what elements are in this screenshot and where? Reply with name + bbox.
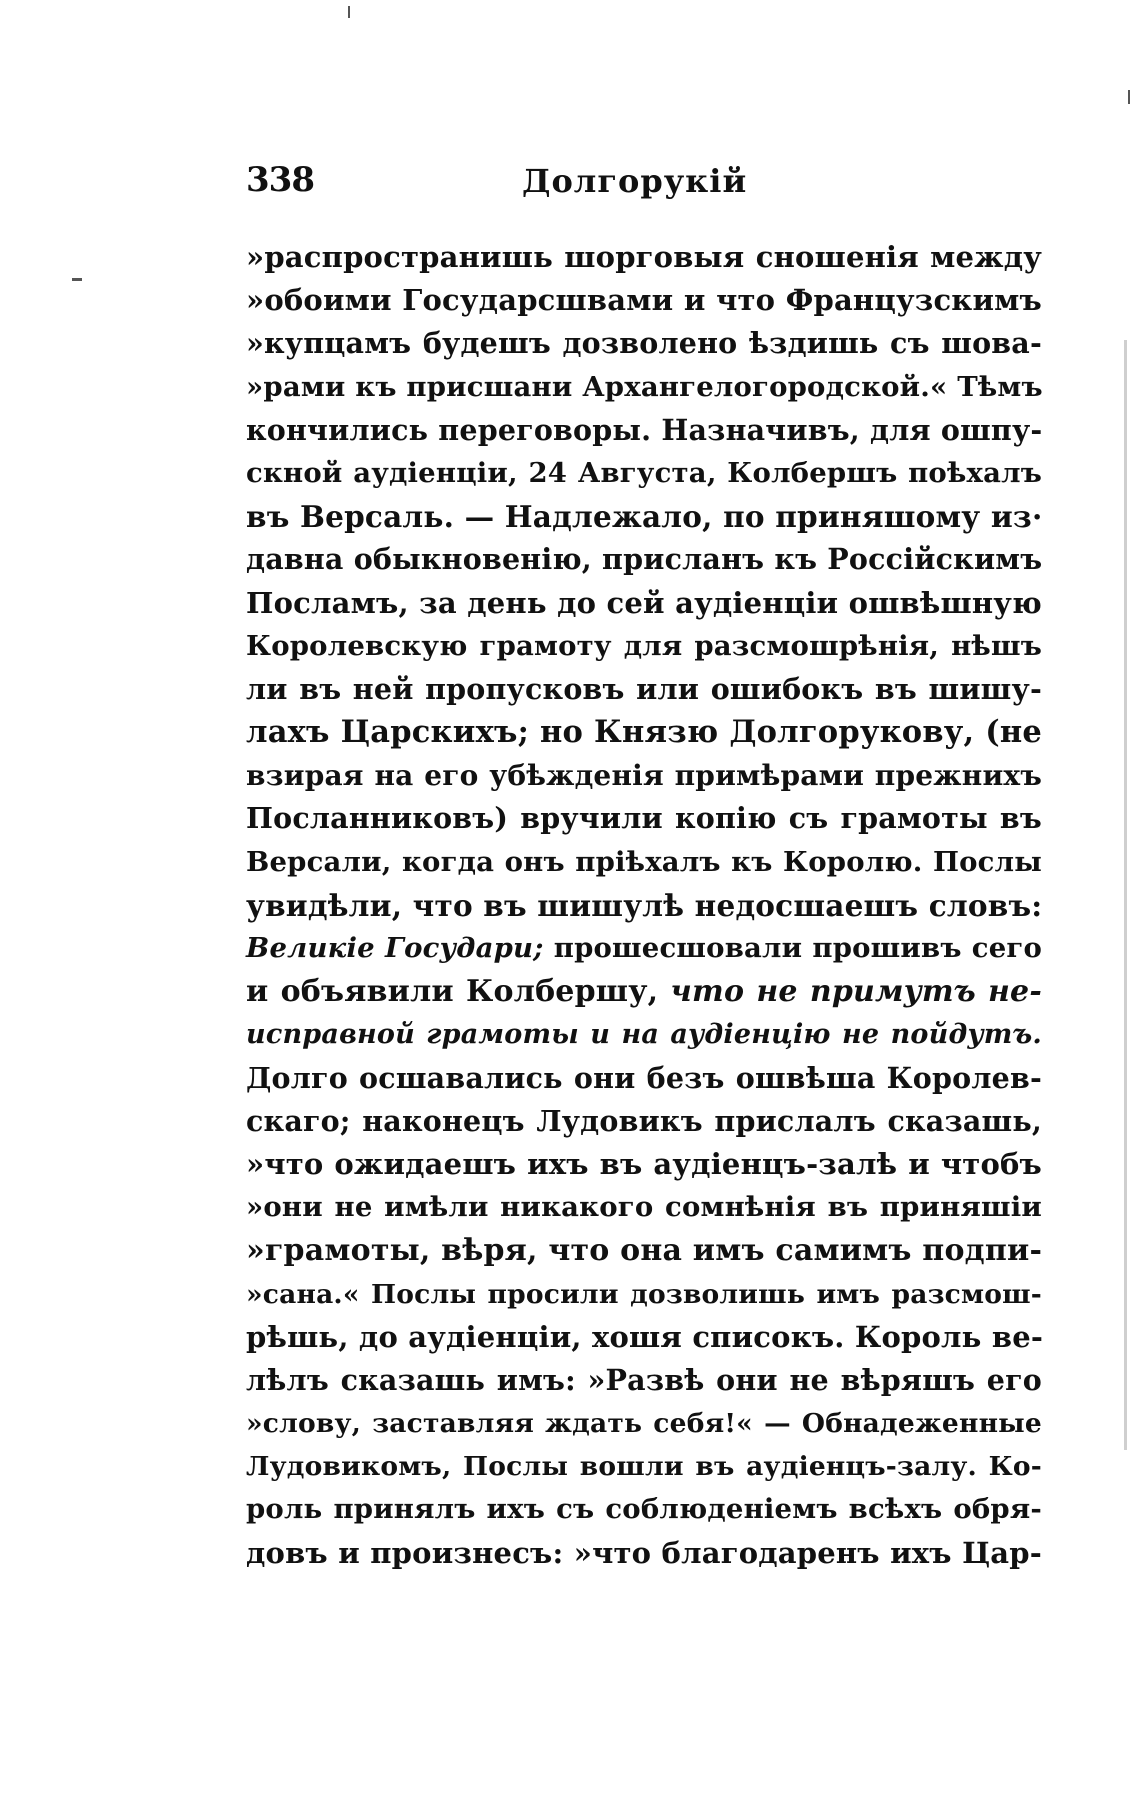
text-line: кончились переговоры. Назначивъ, для ошпу-	[246, 412, 1043, 447]
text-line: Посламъ, за день до сей аудіенціи ошвѣшную	[246, 585, 1042, 620]
text-line: »грамоты, вѣря, что она имъ самимъ подпи-	[246, 1233, 1043, 1269]
text-line: »распространишь шорговыя сношенія между	[246, 240, 1042, 274]
italic-phrase: что не примутъ не-	[670, 974, 1042, 1010]
text-line: »сана.« Послы просили дозволишь имъ разсмош-	[246, 1278, 1042, 1310]
text-line: увидѣли, что въ шишулѣ недосшаешъ словъ:	[246, 887, 1043, 923]
text-line: Версали, когда онъ пріѣхалъ къ Королю. Послы	[246, 845, 1042, 878]
text-line: довъ и произнесъ: »что благодаренъ ихъ Цар-	[246, 1535, 1042, 1570]
text-line: скной аудіенціи, 24 Августа, Колбершъ поѣхалъ	[246, 456, 1042, 489]
text-line: рѣшь, до аудіенціи, хошя списокъ. Король ве-	[246, 1319, 1044, 1354]
scan-mark	[72, 278, 82, 281]
text-line: въ Версаль. — Надлежало, по приняшому из·	[246, 499, 1043, 535]
page-edge-shadow	[1124, 340, 1127, 1450]
page-number: 338	[246, 160, 314, 200]
text-line: давна обыкновенію, присланъ къ Россійскимъ	[246, 542, 1043, 577]
scan-mark	[1128, 90, 1130, 104]
text-line: »они не имѣли никакого сомнѣнія въ приняшіи	[246, 1191, 1042, 1224]
text-line: »слову, заставляя ждать себя!« — Обнадеженные	[246, 1408, 1042, 1440]
text-line-mixed	[246, 970, 1042, 1013]
text-line: Долго осшавались они безъ ошвѣша Королев-	[246, 1060, 1042, 1095]
text-line: Лудовикомъ, Послы вошли въ аудіенцъ-залу. Ко-	[246, 1451, 1042, 1483]
page-header	[246, 160, 1042, 210]
text-phrase: прошесшовали прошивъ сего	[553, 932, 1042, 964]
text-phrase: и объявили Колбершу,	[246, 974, 659, 1010]
text-line-mixed	[246, 927, 1042, 970]
text-line: лѣлъ сказашь имъ: »Развѣ они не вѣряшъ его	[246, 1362, 1042, 1397]
text-line: роль принялъ ихъ съ соблюденіемъ всѣхъ обря-	[246, 1493, 1042, 1526]
running-head: Долгорукій	[522, 162, 748, 200]
body-text	[246, 236, 1042, 1575]
text-line: »обоими Государсшвами и что Французскимъ	[246, 283, 1042, 318]
text-line: Королевскую грамоту для разсмошрѣнія, нѣшъ	[246, 629, 1042, 662]
scan-mark	[348, 6, 350, 18]
text-line: »рами къ присшани Архангелогородской.« Тѣмъ	[246, 370, 1043, 403]
text-line: лахъ Царскихъ; но Князю Долгорукову, (не	[246, 714, 1042, 751]
text-line: взирая на его убѣжденія примѣрами прежнихъ	[246, 759, 1042, 793]
text-line-italic	[246, 1013, 1042, 1056]
italic-phrase: Великіе Государи;	[246, 932, 544, 964]
text-line: ли въ ней пропусковъ или ошибокъ въ шишу-	[246, 671, 1042, 706]
italic-phrase: исправной грамоты и на аудіенцію не пойдутъ.	[246, 1019, 1042, 1051]
text-line: »купцамъ будешъ дозволено ѣздишь съ шова-	[246, 326, 1042, 361]
text-line: Посланниковъ) вручили копію съ грамоты въ	[246, 801, 1042, 836]
text-line: скаго; наконецъ Лудовикъ прислалъ сказашь,	[246, 1103, 1042, 1138]
text-line: »что ожидаешъ ихъ въ аудіенцъ-залѣ и чтобъ	[246, 1146, 1042, 1181]
